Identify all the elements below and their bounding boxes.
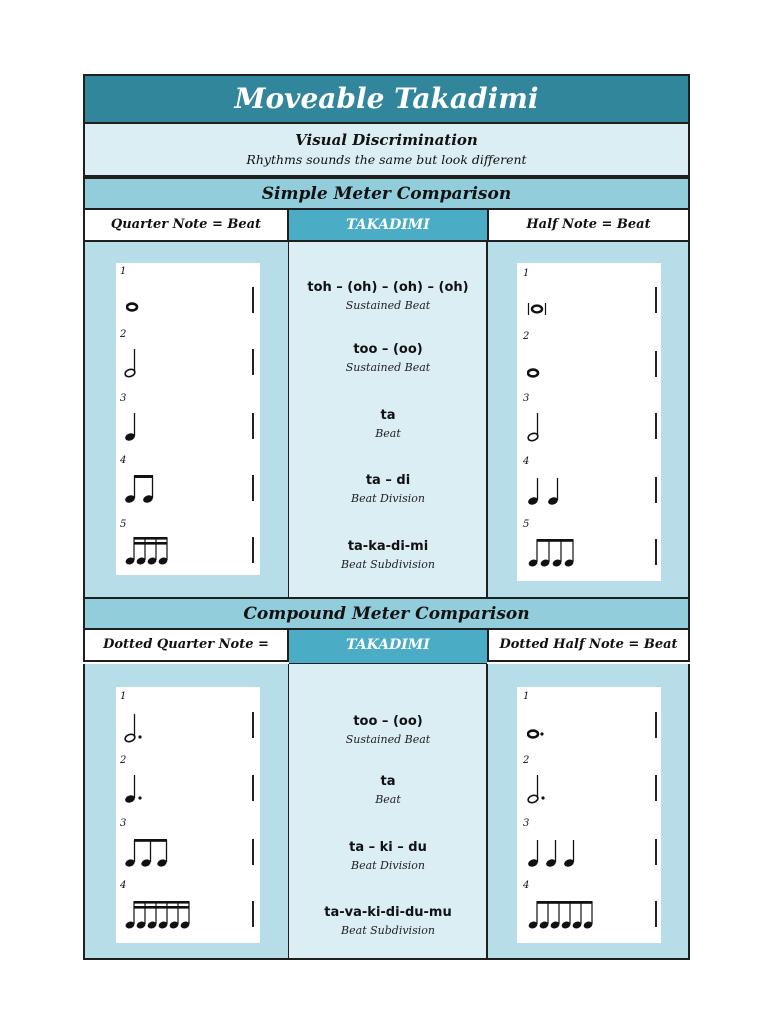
compound-meter-heading: Compound Meter Comparison	[83, 597, 690, 630]
row-number: 1	[523, 268, 530, 279]
compound-left-panel	[83, 664, 289, 959]
four-sixteenth-notes-icon	[124, 535, 174, 567]
takadimi-syllables: too – (oo)	[353, 714, 423, 729]
visual-discrimination-subtitle: Rhythms sounds the same but look different	[246, 152, 527, 167]
row-number: 2	[120, 755, 127, 766]
simple-left-panel	[83, 242, 289, 597]
row-number: 5	[120, 519, 127, 530]
three-eighth-notes-icon	[124, 837, 178, 869]
row-number: 2	[120, 329, 127, 340]
takadimi-description: Sustained Beat	[345, 361, 431, 374]
simple-mid-header: TAKADIMI	[289, 210, 487, 242]
takadimi-syllables: toh – (oh) – (oh) – (oh)	[307, 280, 469, 295]
row-number: 1	[523, 691, 530, 702]
compound-right-header: Dotted Half Note = Beat	[487, 630, 690, 662]
row-number: 1	[120, 691, 127, 702]
row-number: 2	[523, 755, 530, 766]
row-number: 5	[523, 519, 530, 530]
compound-left-card	[116, 687, 260, 943]
breve-note-icon	[527, 302, 547, 316]
takadimi-description: Beat	[375, 793, 401, 806]
row-number: 3	[523, 393, 530, 404]
row-number: 4	[120, 880, 127, 891]
dotted-whole-note-icon	[527, 728, 547, 740]
compound-takadimi-column	[289, 664, 487, 959]
three-quarter-notes-icon	[527, 837, 581, 869]
row-number: 1	[120, 266, 127, 277]
simple-right-panel	[487, 242, 690, 597]
simple-takadimi-column	[289, 242, 487, 597]
takadimi-syllables: ta	[380, 408, 396, 423]
row-number: 3	[120, 393, 127, 404]
row-number: 3	[120, 818, 127, 829]
whole-note-icon	[126, 301, 140, 313]
simple-left-card	[116, 263, 260, 575]
compound-right-panel	[487, 664, 690, 959]
takadimi-description: Beat Division	[350, 859, 425, 872]
dotted-half-note-icon	[527, 773, 549, 805]
row-number: 2	[523, 331, 530, 342]
dotted-quarter-note-icon	[124, 773, 146, 805]
takadimi-syllables: ta – di	[365, 473, 411, 488]
takadimi-description: Sustained Beat	[345, 299, 431, 312]
half-note-icon	[527, 411, 543, 443]
simple-right-card	[517, 263, 661, 581]
row-number: 4	[120, 455, 127, 466]
visual-discrimination-title: Visual Discrimination	[295, 131, 478, 149]
page-title: Moveable Takadimi	[83, 74, 690, 124]
takadimi-syllables: ta – ki – du	[349, 840, 427, 855]
six-eighth-notes-icon	[527, 899, 601, 931]
row-number: 4	[523, 456, 530, 467]
compound-left-header: Dotted Quarter Note =	[83, 630, 289, 662]
quarter-note-icon	[124, 411, 140, 443]
dotted-half-note-icon	[124, 712, 146, 744]
takadimi-description: Beat Subdivision	[341, 924, 435, 937]
half-note-icon	[124, 347, 140, 379]
takadimi-syllables: too – (oo)	[353, 342, 423, 357]
row-number: 4	[523, 880, 530, 891]
two-eighth-notes-icon	[124, 473, 158, 505]
row-number: 3	[523, 818, 530, 829]
simple-left-header: Quarter Note = Beat	[83, 210, 289, 242]
visual-discrimination-box	[83, 124, 690, 177]
simple-right-header: Half Note = Beat	[487, 210, 690, 242]
takadimi-description: Beat Subdivision	[341, 558, 435, 571]
takadimi-syllables: ta	[380, 774, 396, 789]
compound-right-card	[517, 687, 661, 943]
two-quarter-notes-icon	[527, 475, 561, 507]
four-eighth-notes-icon	[527, 537, 581, 569]
takadimi-description: Beat Division	[350, 492, 425, 505]
simple-meter-heading: Simple Meter Comparison	[83, 177, 690, 210]
compound-mid-header: TAKADIMI	[289, 630, 487, 665]
takadimi-syllables: ta-ka-di-mi	[347, 539, 429, 554]
whole-note-icon	[527, 367, 541, 379]
six-sixteenth-notes-icon	[124, 899, 198, 931]
takadimi-description: Sustained Beat	[345, 733, 431, 746]
takadimi-syllables: ta-va-ki-di-du-mu	[324, 905, 452, 920]
takadimi-description: Beat	[375, 427, 401, 440]
